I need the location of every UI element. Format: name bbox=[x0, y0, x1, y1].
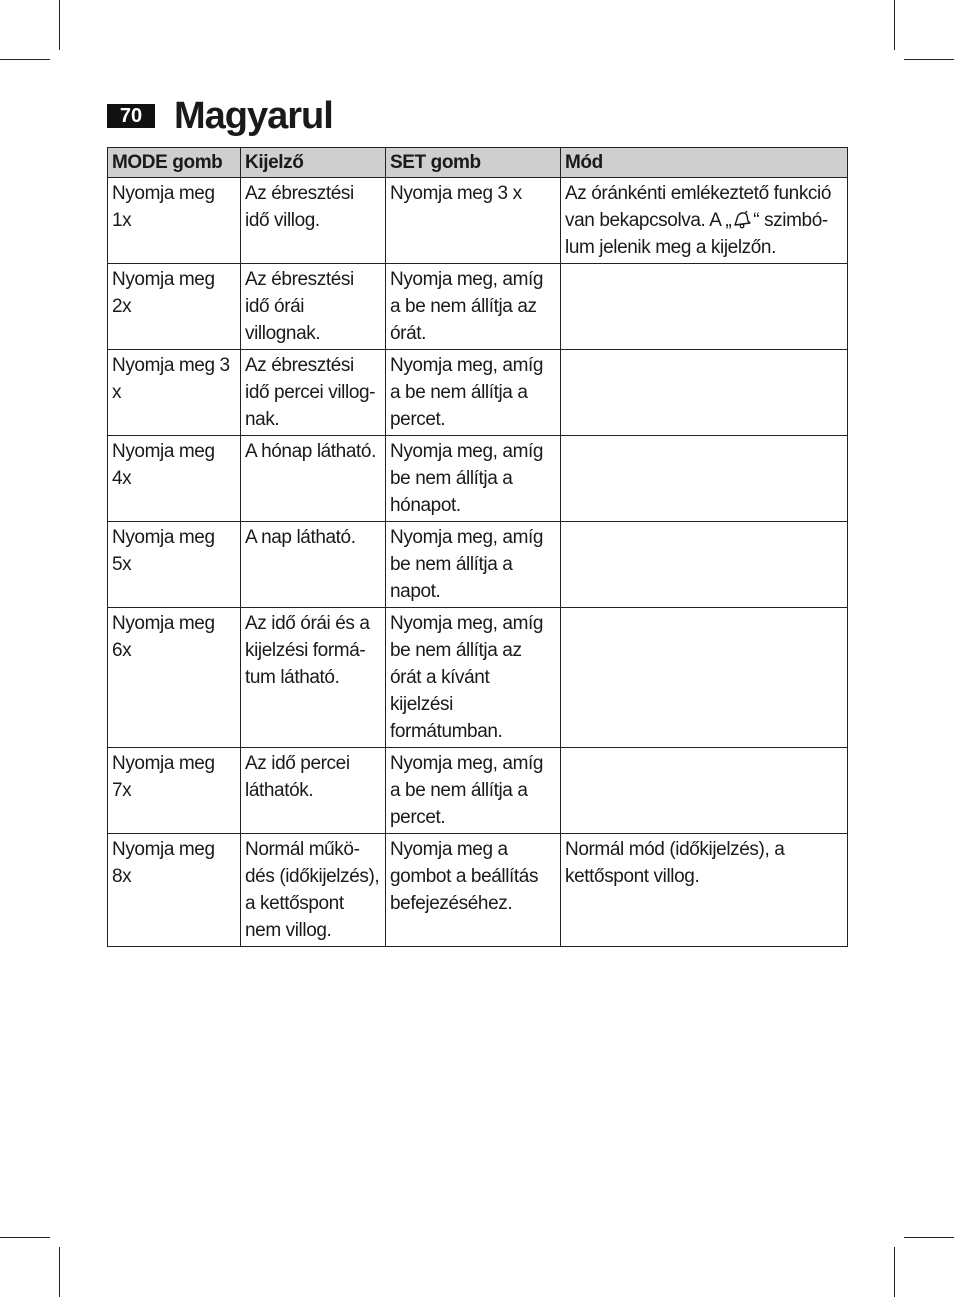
cell-display: Az ébresztési idő percei villog-nak. bbox=[241, 350, 386, 436]
cell-display: Az ébresztési idő villog. bbox=[241, 178, 386, 264]
cell-mode-desc bbox=[561, 522, 848, 608]
cell-mode-desc bbox=[561, 748, 848, 834]
cell-mode-press: Nyomja meg 6x bbox=[108, 608, 241, 748]
table-row bbox=[108, 748, 848, 834]
table-row bbox=[108, 522, 848, 608]
header-mode: Mód bbox=[561, 148, 848, 178]
header-display: Kijelző bbox=[241, 148, 386, 178]
crop-mark bbox=[894, 1247, 895, 1297]
crop-mark bbox=[894, 0, 895, 50]
cell-mode-press: Nyomja meg 2x bbox=[108, 264, 241, 350]
table-row bbox=[108, 350, 848, 436]
table-row bbox=[108, 178, 848, 264]
cell-set-press: Nyomja meg, amíg be nem állítja az órát a kívánt kijelzési formátumban. bbox=[386, 608, 561, 748]
cell-mode-press: Nyomja meg 8x bbox=[108, 834, 241, 947]
cell-display: Az idő órái és a kijelzési formá-tum látható. bbox=[241, 608, 386, 748]
cell-set-press: Nyomja meg, amíg be nem állítja a napot. bbox=[386, 522, 561, 608]
cell-display: Az idő percei láthatók. bbox=[241, 748, 386, 834]
table-row bbox=[108, 436, 848, 522]
crop-mark bbox=[0, 59, 50, 60]
cell-set-press: Nyomja meg 3 x bbox=[386, 178, 561, 264]
cell-display: Normál műkö-dés (időkijelzés), a kettőspont nem villog. bbox=[241, 834, 386, 947]
cell-mode-desc bbox=[561, 436, 848, 522]
cell-mode-desc bbox=[561, 178, 848, 264]
cell-mode-desc bbox=[561, 264, 848, 350]
cell-mode-desc bbox=[561, 350, 848, 436]
cell-display: Az ébresztési idő órái villognak. bbox=[241, 264, 386, 350]
cell-mode-press: Nyomja meg 4x bbox=[108, 436, 241, 522]
page-title: Magyarul bbox=[174, 95, 333, 137]
cell-set-press: Nyomja meg, amíg be nem állítja a hónapot. bbox=[386, 436, 561, 522]
table-row bbox=[108, 834, 848, 947]
cell-set-press: Nyomja meg, amíg a be nem állítja a percet. bbox=[386, 350, 561, 436]
header-mode-button: MODE gomb bbox=[108, 148, 241, 178]
page-number: 70 bbox=[107, 104, 155, 128]
table-row bbox=[108, 608, 848, 748]
cell-mode-press: Nyomja meg 1x bbox=[108, 178, 241, 264]
table-header-row bbox=[108, 148, 848, 178]
table-row bbox=[108, 264, 848, 350]
bell-icon bbox=[731, 209, 753, 229]
cell-mode-desc: Normál mód (időkijelzés), a kettőspont villog. bbox=[561, 834, 848, 947]
mode-desc-post: “ szimbó-lum jelenik meg a kijelzőn. bbox=[565, 210, 828, 258]
crop-mark bbox=[904, 1237, 954, 1238]
cell-mode-press: Nyomja meg 7x bbox=[108, 748, 241, 834]
cell-mode-desc bbox=[561, 608, 848, 748]
header-set-button: SET gomb bbox=[386, 148, 561, 178]
cell-mode-press: Nyomja meg 3 x bbox=[108, 350, 241, 436]
cell-set-press: Nyomja meg, amíg a be nem állítja a percet. bbox=[386, 748, 561, 834]
cell-set-press: Nyomja meg a gombot a beállítás befejezéséhez. bbox=[386, 834, 561, 947]
crop-mark bbox=[904, 59, 954, 60]
cell-display: A hónap látható. bbox=[241, 436, 386, 522]
settings-table bbox=[107, 147, 848, 947]
crop-mark bbox=[0, 1237, 50, 1238]
crop-mark bbox=[59, 1247, 60, 1297]
mode-desc-pre: Az óránkénti emlékeztető funkció van bekapcsolva. A „ bbox=[565, 183, 832, 231]
cell-mode-press: Nyomja meg 5x bbox=[108, 522, 241, 608]
cell-set-press: Nyomja meg, amíg a be nem állítja az órát. bbox=[386, 264, 561, 350]
crop-mark bbox=[59, 0, 60, 50]
cell-display: A nap látható. bbox=[241, 522, 386, 608]
